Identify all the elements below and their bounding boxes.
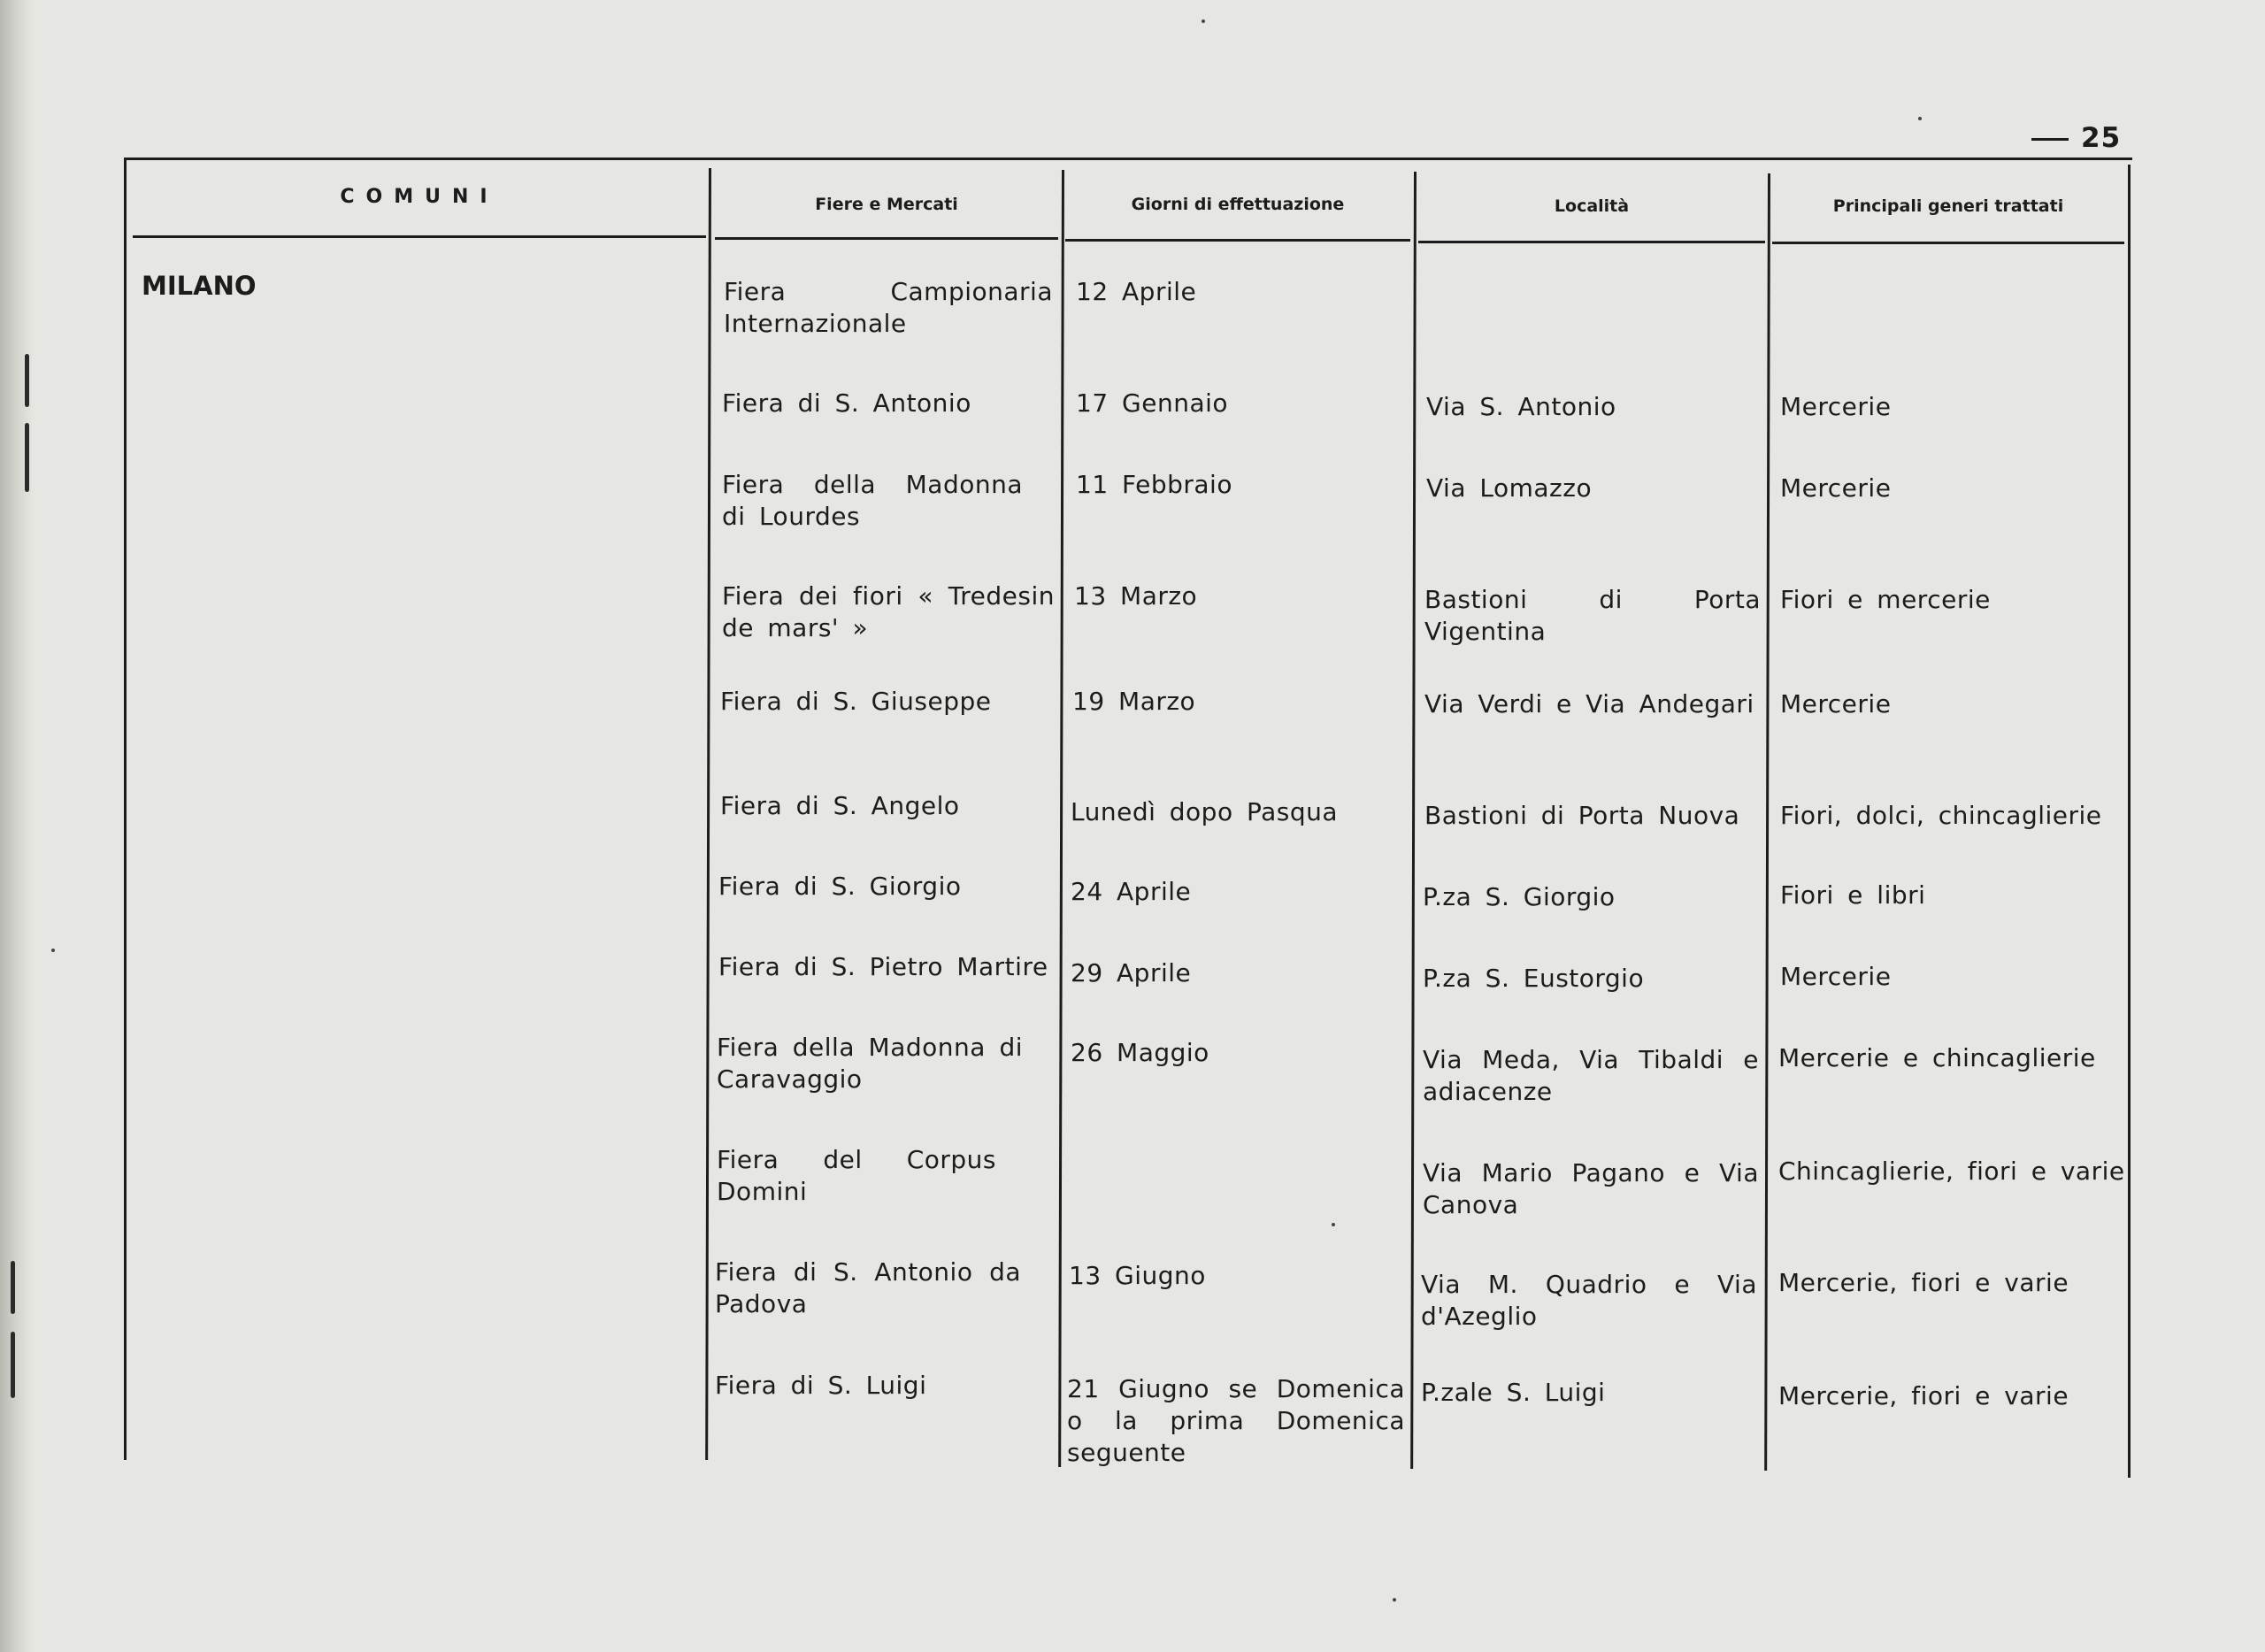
fiera-location: Via S. Antonio bbox=[1426, 392, 1616, 421]
header-localita: Località bbox=[1554, 196, 1630, 216]
table-right-rule bbox=[2128, 165, 2131, 1478]
fiera-name: Fiera di S. Angelo bbox=[720, 791, 960, 820]
fiera-date: 13 Marzo bbox=[1074, 581, 1198, 611]
scan-speck bbox=[1393, 1598, 1396, 1602]
scan-speck bbox=[1202, 19, 1205, 23]
fiera-name: Fiera di S. Giorgio bbox=[718, 872, 962, 901]
header-rule-giorni bbox=[1065, 239, 1410, 242]
scan-speck bbox=[1918, 117, 1922, 120]
fiera-name: Fiera dei fiori « Tredesin de mars' » bbox=[722, 581, 1055, 642]
fiera-goods: Mercerie bbox=[1780, 392, 1892, 421]
fiera-location: Via Meda, Via Tibaldi e adiacenze bbox=[1423, 1045, 1759, 1106]
fiera-date: 26 Maggio bbox=[1071, 1038, 1209, 1067]
header-rule-generi bbox=[1772, 242, 2124, 244]
column-rule-2 bbox=[1058, 170, 1064, 1467]
column-rule-3 bbox=[1410, 172, 1417, 1469]
fiera-name: Fiera di S. Luigi bbox=[715, 1371, 927, 1400]
fiera-goods: Fiori e mercerie bbox=[1780, 585, 1991, 614]
page-number-dash bbox=[2031, 138, 2069, 141]
header-rule-fiere bbox=[715, 237, 1058, 240]
fiera-goods: Mercerie, fiori e varie bbox=[1778, 1381, 2069, 1410]
fiera-goods: Fiori e libri bbox=[1780, 880, 1926, 910]
fiera-location: P.za S. Giorgio bbox=[1423, 882, 1616, 911]
fiera-location: P.zale S. Luigi bbox=[1421, 1378, 1606, 1407]
header-comuni: COMUNI bbox=[340, 186, 499, 208]
fiera-goods: Chincaglierie, fiori e varie bbox=[1778, 1156, 2125, 1186]
binding-staple bbox=[25, 423, 29, 492]
fiera-name: Fiera Campionaria Internazionale bbox=[724, 277, 1053, 338]
table-left-rule bbox=[124, 159, 127, 1460]
fiera-goods: Mercerie bbox=[1780, 473, 1892, 503]
fiera-date: 13 Giugno bbox=[1069, 1261, 1206, 1290]
fiera-name: Fiera di S. Pietro Martire bbox=[718, 952, 1048, 981]
fiera-date: 12 Aprile bbox=[1076, 277, 1197, 306]
header-fiere-mercati: Fiere e Mercati bbox=[815, 195, 958, 214]
header-generi: Principali generi trattati bbox=[1832, 196, 2064, 216]
fiera-date: 11 Febbraio bbox=[1076, 470, 1232, 499]
scan-speck bbox=[51, 949, 55, 952]
fiera-date: Lunedì dopo Pasqua bbox=[1071, 797, 1339, 826]
fiera-name: Fiera di S. Antonio bbox=[722, 388, 971, 418]
fiera-location: Via Lomazzo bbox=[1426, 473, 1593, 503]
fiera-goods: Mercerie bbox=[1780, 962, 1892, 991]
table-top-rule bbox=[124, 158, 2132, 160]
fiera-location: Via Verdi e Via Andegari bbox=[1424, 689, 1754, 718]
header-giorni: Giorni di effettuazione bbox=[1131, 195, 1345, 214]
fiera-location: P.za S. Eustorgio bbox=[1423, 964, 1645, 993]
fiera-location: Bastioni di Porta Vigentina bbox=[1424, 585, 1761, 646]
binding-staple bbox=[11, 1261, 15, 1314]
fiera-name: Fiera di S. Antonio da Padova bbox=[715, 1257, 1021, 1318]
fiera-location: Via Mario Pagano e Via Canova bbox=[1423, 1158, 1759, 1219]
page-number bbox=[2031, 122, 2121, 154]
binding-edge bbox=[0, 0, 34, 1652]
scan-speck bbox=[1332, 1223, 1335, 1226]
page-number-value: 25 bbox=[2081, 122, 2122, 154]
fiera-name: Fiera del Corpus Domini bbox=[717, 1145, 996, 1206]
fiera-name: Fiera della Madonna di Lourdes bbox=[722, 470, 1023, 531]
fiera-goods: Mercerie e chincaglierie bbox=[1778, 1043, 2096, 1072]
fiera-date: 24 Aprile bbox=[1071, 877, 1192, 906]
fiera-name: Fiera della Madonna di Caravaggio bbox=[717, 1033, 1023, 1094]
fiera-date: 21 Giugno se Domenica o la prima Domenica seguente bbox=[1067, 1374, 1405, 1467]
fiera-date: 29 Aprile bbox=[1071, 958, 1192, 987]
header-rule-localita bbox=[1418, 241, 1765, 243]
column-rule-4 bbox=[1764, 173, 1770, 1471]
fiera-name: Fiera di S. Giuseppe bbox=[720, 687, 992, 716]
fiera-goods: Mercerie, fiori e varie bbox=[1778, 1268, 2069, 1297]
fiera-date: 19 Marzo bbox=[1072, 687, 1196, 716]
binding-staple bbox=[11, 1332, 15, 1398]
fiera-goods: Fiori, dolci, chincaglierie bbox=[1780, 801, 2102, 830]
fiera-date: 17 Gennaio bbox=[1076, 388, 1229, 418]
fiera-goods: Mercerie bbox=[1780, 689, 1892, 718]
header-rule-comuni bbox=[133, 235, 706, 238]
fiera-location: Via M. Quadrio e Via d'Azeglio bbox=[1421, 1270, 1757, 1331]
column-rule-1 bbox=[705, 168, 711, 1460]
fiera-location: Bastioni di Porta Nuova bbox=[1424, 801, 1740, 830]
comune-name: MILANO bbox=[142, 271, 257, 301]
binding-staple bbox=[25, 354, 29, 407]
